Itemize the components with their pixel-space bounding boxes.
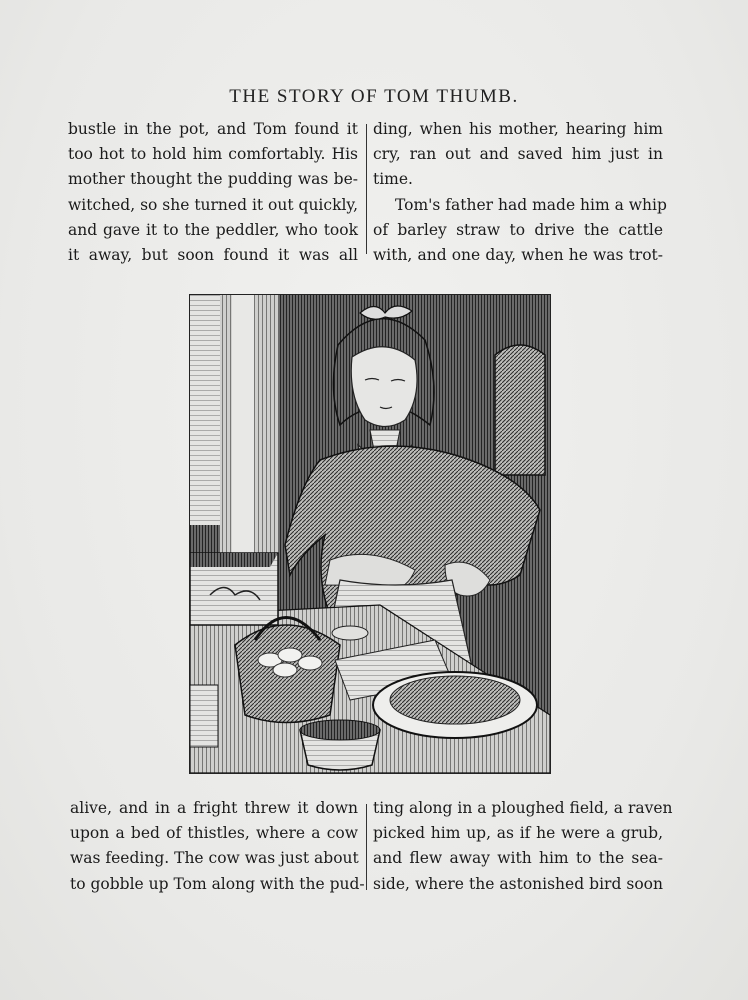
text-line: ting along in a ploughed field, a raven: [373, 799, 673, 817]
text-line: cry, ran out and saved him just in: [373, 145, 663, 164]
page-title: THE STORY OF TOM THUMB.: [229, 86, 519, 107]
column-divider: [366, 804, 367, 890]
text-line: was feeding. The cow was just about: [70, 849, 359, 868]
text-line: to gobble up Tom along with the pud-: [70, 874, 365, 893]
text-column-bottom-right: [373, 796, 673, 897]
text-line: ding, when his mother, hearing him: [373, 120, 663, 138]
text-line: too hot to hold him comfortably. His: [68, 145, 358, 164]
text-column-top-left: [68, 117, 358, 268]
text-line: alive, and in a fright threw it down: [70, 799, 358, 817]
text-line: bustle in the pot, and Tom found it: [68, 120, 358, 138]
text-line: time.: [373, 170, 413, 189]
text-line: Tom's father had made him a whip: [395, 195, 667, 214]
engraving-girl-at-kitchen-table-icon: [189, 294, 551, 774]
text-column-bottom-left: [70, 796, 365, 897]
text-line: witched, so she turned it out quickly,: [68, 195, 359, 214]
text-line: and flew away with him to the sea-: [373, 849, 663, 868]
text-line: mother thought the pudding was be-: [68, 170, 358, 189]
text-line: and gave it to the peddler, who took: [68, 220, 358, 239]
text-line: side, where the astonished bird soon: [373, 874, 663, 893]
text-line: picked him up, as if he were a grub,: [373, 824, 663, 843]
text-line: upon a bed of thistles, where a cow: [70, 824, 358, 843]
text-line: it away, but soon found it was all: [68, 246, 358, 265]
text-column-top-right: [373, 117, 667, 268]
column-divider: [366, 124, 367, 254]
text-line: of barley straw to drive the cattle: [373, 220, 663, 239]
text-line: with, and one day, when he was trot-: [373, 246, 663, 265]
